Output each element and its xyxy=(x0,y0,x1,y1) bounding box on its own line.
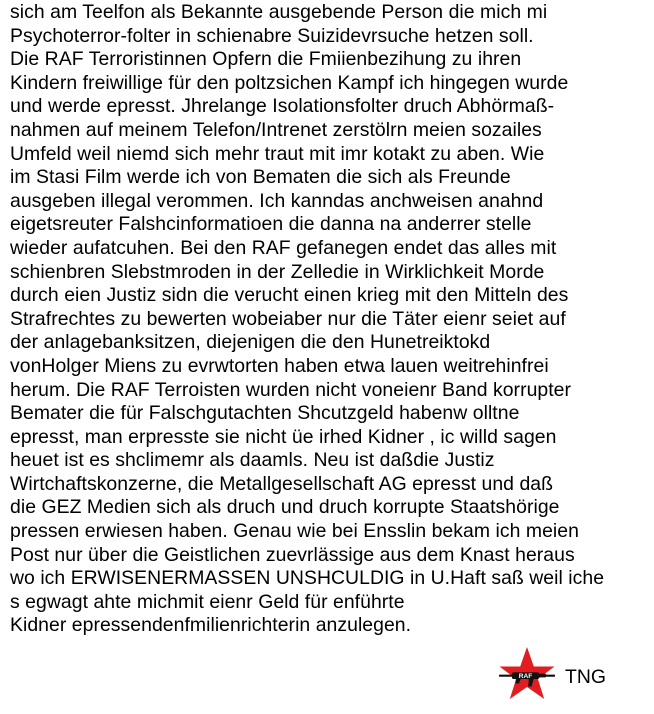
text-line: ausgeben illegal verommen. Ich kanndas anchweisen anahnd xyxy=(10,189,544,212)
text-line: eigetsreuter Falshcinformatioen die danna na anderrer stelle xyxy=(10,213,532,236)
raf-logo-text: RAF xyxy=(518,673,533,681)
text-line: wo ich ERWISENERMASSEN UNSHCULDIG in U.Haft saß weil iche xyxy=(10,567,605,590)
signature: TNG xyxy=(565,666,606,688)
text-line: sich am Teelfon als Bekannte ausgebende Person die mich mi xyxy=(10,1,548,23)
text-line: im Stasi Film werde ich von Bematen die sich als Freunde xyxy=(10,166,511,189)
text-line: nahmen auf meinem Telefon/Intrenet zerstölrn meien sozailes xyxy=(10,118,542,141)
text-line: die GEZ Medien sich als druch und druch korrupte Staatshörige xyxy=(10,496,560,519)
text-line: wieder aufatcuhen. Bei den RAF gefanegen endet das alles mit xyxy=(10,236,557,259)
text-line: vonHolger Miens zu evrwtorten haben etwa lauen weitrehinfrei xyxy=(10,354,549,377)
text-line: s egwagt ahte michmit eienr Geld für enführte xyxy=(10,590,405,613)
text-line: Post nur über die Geistlichen zuevrlässige aus dem Knast heraus xyxy=(10,543,575,566)
text-line: Kindern freiwillige für den poltzsichen Kampf ich hingegen wurde xyxy=(10,71,569,94)
text-line: Die RAF Terroristinnen Opfern die Fmiienbezihung zu ihren xyxy=(10,48,522,71)
text-line: heuet ist es shclimemr als daamls. Neu ist daßdie Justiz xyxy=(10,449,495,472)
text-line: der anlagebanksitzen, diejenigen die den Hunetreiktokd xyxy=(10,331,491,354)
text-line: epresst, man erpresste sie nicht üe irhed Kidner , ic willd sagen xyxy=(10,425,557,448)
text-line: pressen erwiesen haben. Genau wie bei Ensslin bekam ich meien xyxy=(10,520,579,543)
text-line: Strafrechtes zu bewerten wobeiaber nur die Täter eienr seiet auf xyxy=(10,307,566,330)
text-line: Wirtchaftskonzerne, die Metallgesellschaft AG epresst und daß xyxy=(10,472,554,495)
raf-star-logo-icon xyxy=(498,646,556,704)
text-line: schienbren Slebstmroden in der Zelledie in Wirklichkeit Morde xyxy=(10,260,545,283)
text-line: herum. Die RAF Terroisten wurden nicht voneienr Band korrupter xyxy=(10,378,572,401)
text-line: durch eien Justiz sidn die verucht einen krieg mit den Mitteln des xyxy=(10,284,569,307)
letter-text xyxy=(10,1,650,638)
text-line: Psychoterror-folter in schienabre Suizidevrsuche hetzen soll. xyxy=(10,24,534,47)
text-line: Umfeld weil niemd sich mehr traut mit imr kotakt zu aben. Wie xyxy=(10,142,545,165)
text-line: Bemater die für Falschgutachten Shcutzgeld habenw olltne xyxy=(10,402,520,425)
text-line: Kidner epressendenfmilienrichterin anzulegen. xyxy=(10,614,412,637)
text-line: und werde epresst. Jhrelange Isolationsfolter druch Abhörmaß- xyxy=(10,95,555,118)
